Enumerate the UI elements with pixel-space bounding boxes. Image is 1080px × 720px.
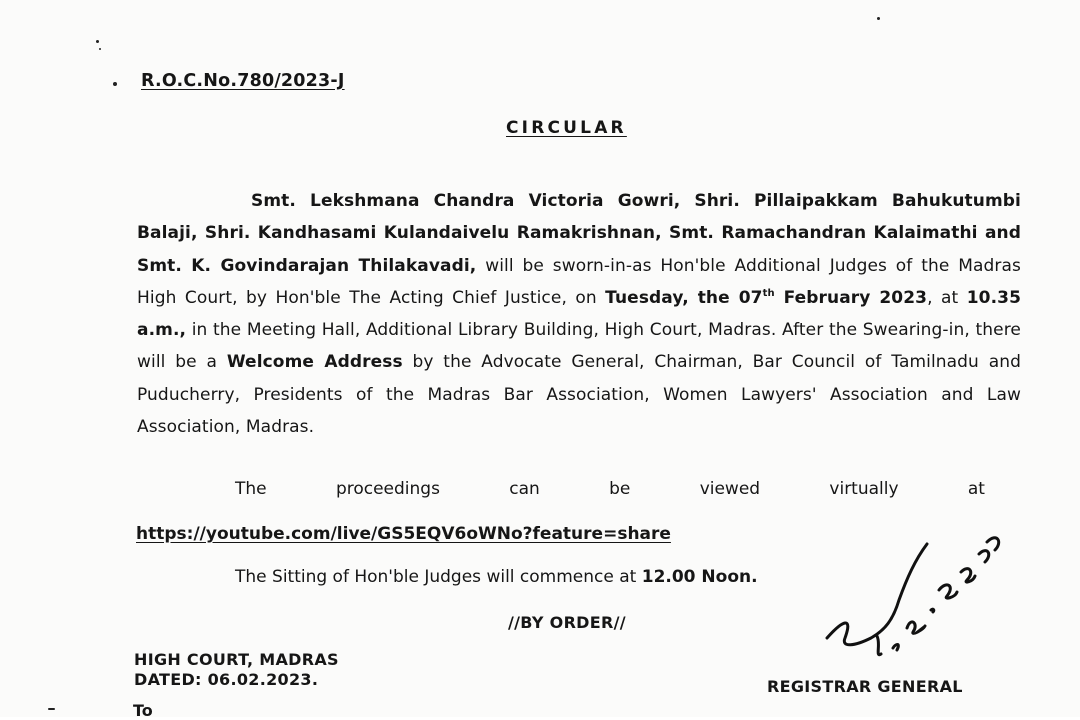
scan-speck	[96, 40, 99, 43]
by-order: //BY ORDER//	[508, 613, 626, 632]
proceedings-word: virtually	[829, 479, 899, 499]
paragraph-text-4: by the Advocate General, Chairman, Bar Council of Tamilnadu and Puducherry, Presidents of the Madras Bar Association, Women Lawyers' Association and Law Association, Madras.	[137, 352, 1021, 438]
proceedings-word: The	[235, 479, 267, 499]
proceedings-word: can	[509, 479, 540, 499]
swearing-date-b: February 2023	[774, 287, 928, 308]
reference-number: R.O.C.No.780/2023-J	[141, 71, 345, 91]
scan-speck	[48, 708, 55, 710]
proceedings-word: be	[609, 479, 631, 499]
scan-speck	[877, 17, 880, 20]
paragraph-text-2: , at	[927, 287, 967, 308]
proceedings-line	[235, 479, 985, 499]
welcome-address: Welcome Address	[226, 352, 403, 373]
judge-names: Smt. Lekshmana Chandra Victoria Gowri, Shri. Pillaipakkam Bahukutumbi Balaji, Shri. Kandhasami Kulandaivelu Ramakrishnan, Smt. Ramachandran Kalaimathi and Smt. K. Govindarajan Thilakavadi,	[137, 191, 1021, 276]
scan-speck	[113, 82, 117, 86]
proceedings-word: viewed	[699, 479, 761, 499]
place: HIGH COURT, MADRAS	[134, 650, 339, 669]
sitting-time: 12.00 Noon.	[641, 567, 758, 587]
paragraph-text-1: will be sworn-in-as Hon'ble Additional Judges of the Madras High Court, by Hon'ble The Acting Chief Justice, on	[137, 255, 1021, 308]
swearing-time: 10.35 a.m.,	[137, 287, 1021, 341]
youtube-link[interactable]: https://youtube.com/live/GS5EQV6oWNo?feature=share	[136, 524, 671, 544]
scan-speck	[99, 48, 101, 50]
dated: DATED: 06.02.2023.	[134, 670, 319, 689]
swearing-date-a: Tuesday, the 07	[605, 287, 763, 308]
place-and-date	[134, 650, 339, 690]
document-title: CIRCULAR	[506, 118, 627, 138]
paragraph-text-3: in the Meeting Hall, Additional Library Building, High Court, Madras. After the Swearing-in, there will be a	[137, 320, 1021, 373]
date-ordinal: th	[762, 287, 775, 299]
sitting-text: The Sitting of Hon'ble Judges will commence at	[235, 567, 642, 587]
signatory-title: REGISTRAR GENERAL	[767, 677, 963, 696]
circular-paragraph	[137, 185, 1021, 443]
sitting-line	[235, 567, 758, 587]
proceedings-word: at	[967, 479, 985, 499]
handwritten-signature	[815, 520, 1015, 680]
proceedings-word: proceedings	[335, 479, 440, 499]
addressee-label: To	[133, 701, 153, 720]
